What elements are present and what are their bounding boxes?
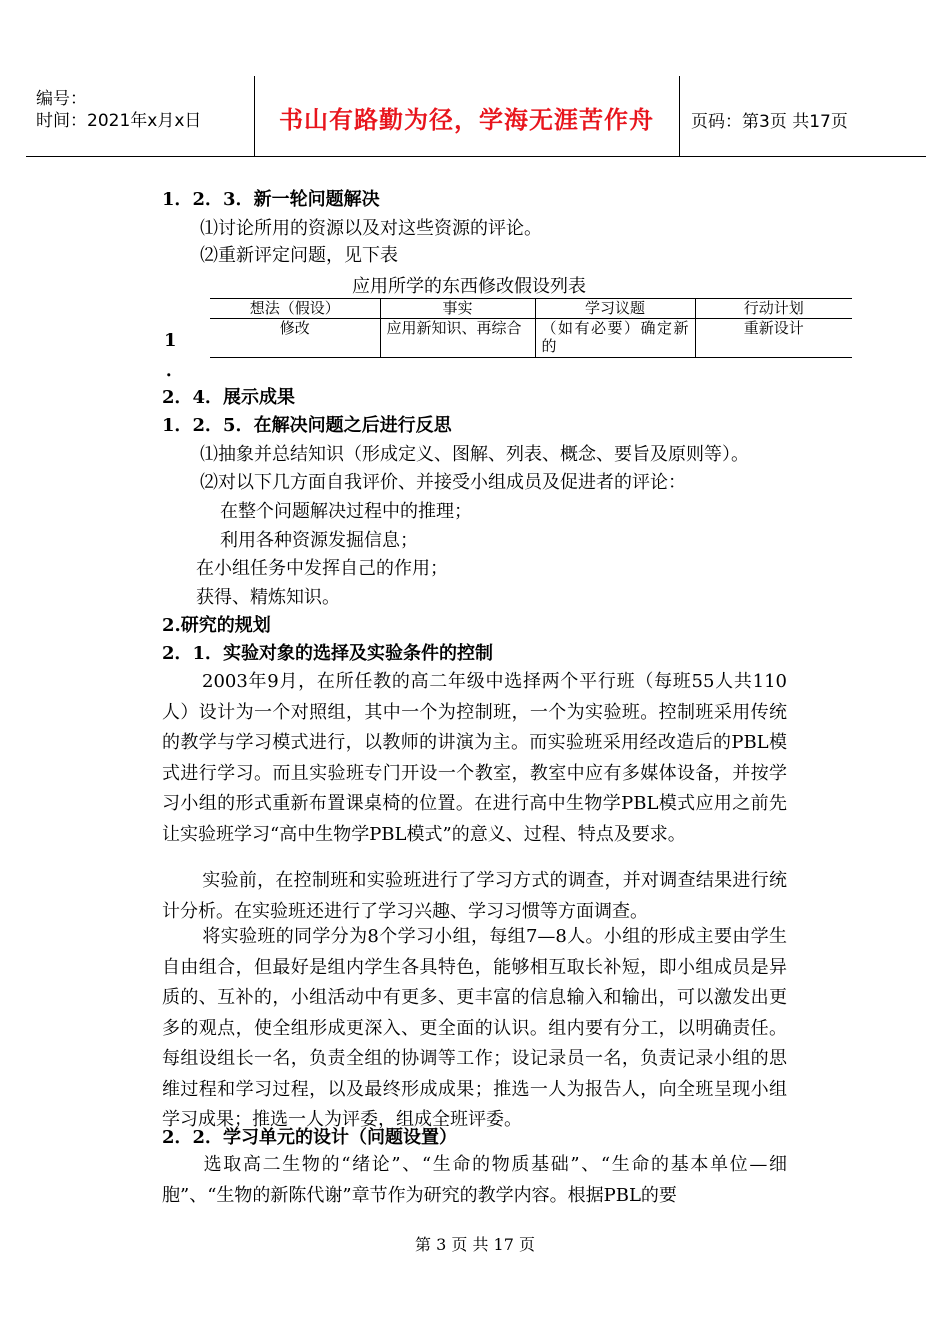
table-cell-action-plan: 重新设计 <box>695 319 852 358</box>
section-1-2-3-item-1: ⑴讨论所用的资源以及对这些资源的评论。 <box>200 218 542 239</box>
table-header-facts: 事实 <box>380 299 535 319</box>
section-1-2-5-sub-4: 获得、精炼知识。 <box>196 587 340 608</box>
section-1-2-5-sub-3: 在小组任务中发挥自己的作用； <box>196 558 448 579</box>
section-2-4-title: 2．4．展示成果 <box>162 387 296 408</box>
header-page-cell <box>679 76 926 156</box>
section-1-2-5-sub-2: 利用各种资源发掘信息； <box>220 530 418 551</box>
table-cell-idea: 修改 <box>210 319 380 358</box>
table-header-idea: 想法（假设） <box>210 299 380 319</box>
section-1-2-5-title: 1．2．5．在解决问题之后进行反思 <box>162 415 452 436</box>
number-label: 编号： <box>36 89 87 109</box>
section-1-2-3-item-2: ⑵重新评定问题，见下表 <box>200 245 398 266</box>
page-footer: 第 3 页 共 17 页 <box>415 1235 535 1254</box>
section-2-2-paragraph-1: 选取高二生物的“绪论”、“生命的物质基础”、“生命的基本单位—细胞”、“生物的新陈代谢”章节作为研究的教学内容。根据PBL的要 <box>162 1154 787 1206</box>
hypothesis-table <box>210 298 852 358</box>
section-2-2-title: 2．2．学习单元的设计（问题设置） <box>162 1127 458 1148</box>
header-meta-cell <box>26 76 255 156</box>
motto: 书山有路勤为径，学海无涯苦作舟 <box>279 106 654 134</box>
section-1-2-5-item-1: ⑴抽象并总结知识（形成定义、图解、列表、概念、要旨及原则等）。 <box>200 444 749 465</box>
section-2-1-paragraph-2: 实验前，在控制班和实验班进行了学习方式的调查，并对调查结果进行统计分析。在实验班还进行了学习兴趣、学习习惯等方面调查。 <box>162 870 787 922</box>
page-info: 页码：第3页 共17页 <box>691 112 848 132</box>
section-2-title: 2.研究的规划 <box>162 615 271 636</box>
section-2-1-title: 2．1．实验对象的选择及实验条件的控制 <box>162 643 494 664</box>
table-header-learning-issues: 学习议题 <box>535 299 695 319</box>
section-2-1-paragraph-1: 2003年9月，在所任教的高二年级中选择两个平行班（每班55人共110人）设计为一个对照组，其中一个为控制班，一个为实验班。控制班采用传统的教学与学习模式进行，以教师的讲演为主。而实验班采用经改造后的PBL模式进行学习。而且实验班专门开设一个教室，教室中应有多媒体设备，并按学习小组的形式重新布置课桌椅的位置。在进行高中生物学PBL模式应用之前先让实验班学习“高中生物学PBL模式”的意义、过程、特点及要求。 <box>162 671 787 845</box>
table-cell-facts: 应用新知识、再综合 <box>380 319 535 358</box>
section-2-1-paragraph-3: 将实验班的同学分为8个学习小组，每组7—8人。小组的形成主要由学生自由组合，但最好是组内学生各具特色，能够相互取长补短，即小组成员是异质的、互补的，小组活动中有更多、更丰富的信息输入和输出，可以激发出更多的观点，使全组形成更深入、更全面的认识。组内要有分工，以明确责任。每组设组长一名，负责全组的协调等工作；设记录员一名，负责记录小组的思维过程和学习过程，以及最终形成成果；推选一人为报告人，向全班呈现小组学习成果；推选一人为评委，组成全班评委。 <box>162 926 787 1130</box>
section-1-2-5-item-2: ⑵对以下几方面自我评价、并接受小组成员及促进者的评论： <box>200 472 686 493</box>
table-cell-learning-issues: （如有必要）确定新的 <box>535 319 695 358</box>
section-1-2-5-sub-1: 在整个问题解决过程中的推理； <box>220 501 472 522</box>
stray-dot: ． <box>166 360 184 381</box>
time-label: 时间：2021年x月x日 <box>36 111 202 131</box>
table-caption: 应用所学的东西修改假设列表 <box>352 276 586 297</box>
table-header-action-plan: 行动计划 <box>695 299 852 319</box>
header-motto-cell <box>254 76 680 156</box>
page-header <box>26 76 926 157</box>
stray-number: 1 <box>164 330 177 351</box>
section-1-2-3-title: 1．2．3．新一轮问题解决 <box>162 189 380 210</box>
